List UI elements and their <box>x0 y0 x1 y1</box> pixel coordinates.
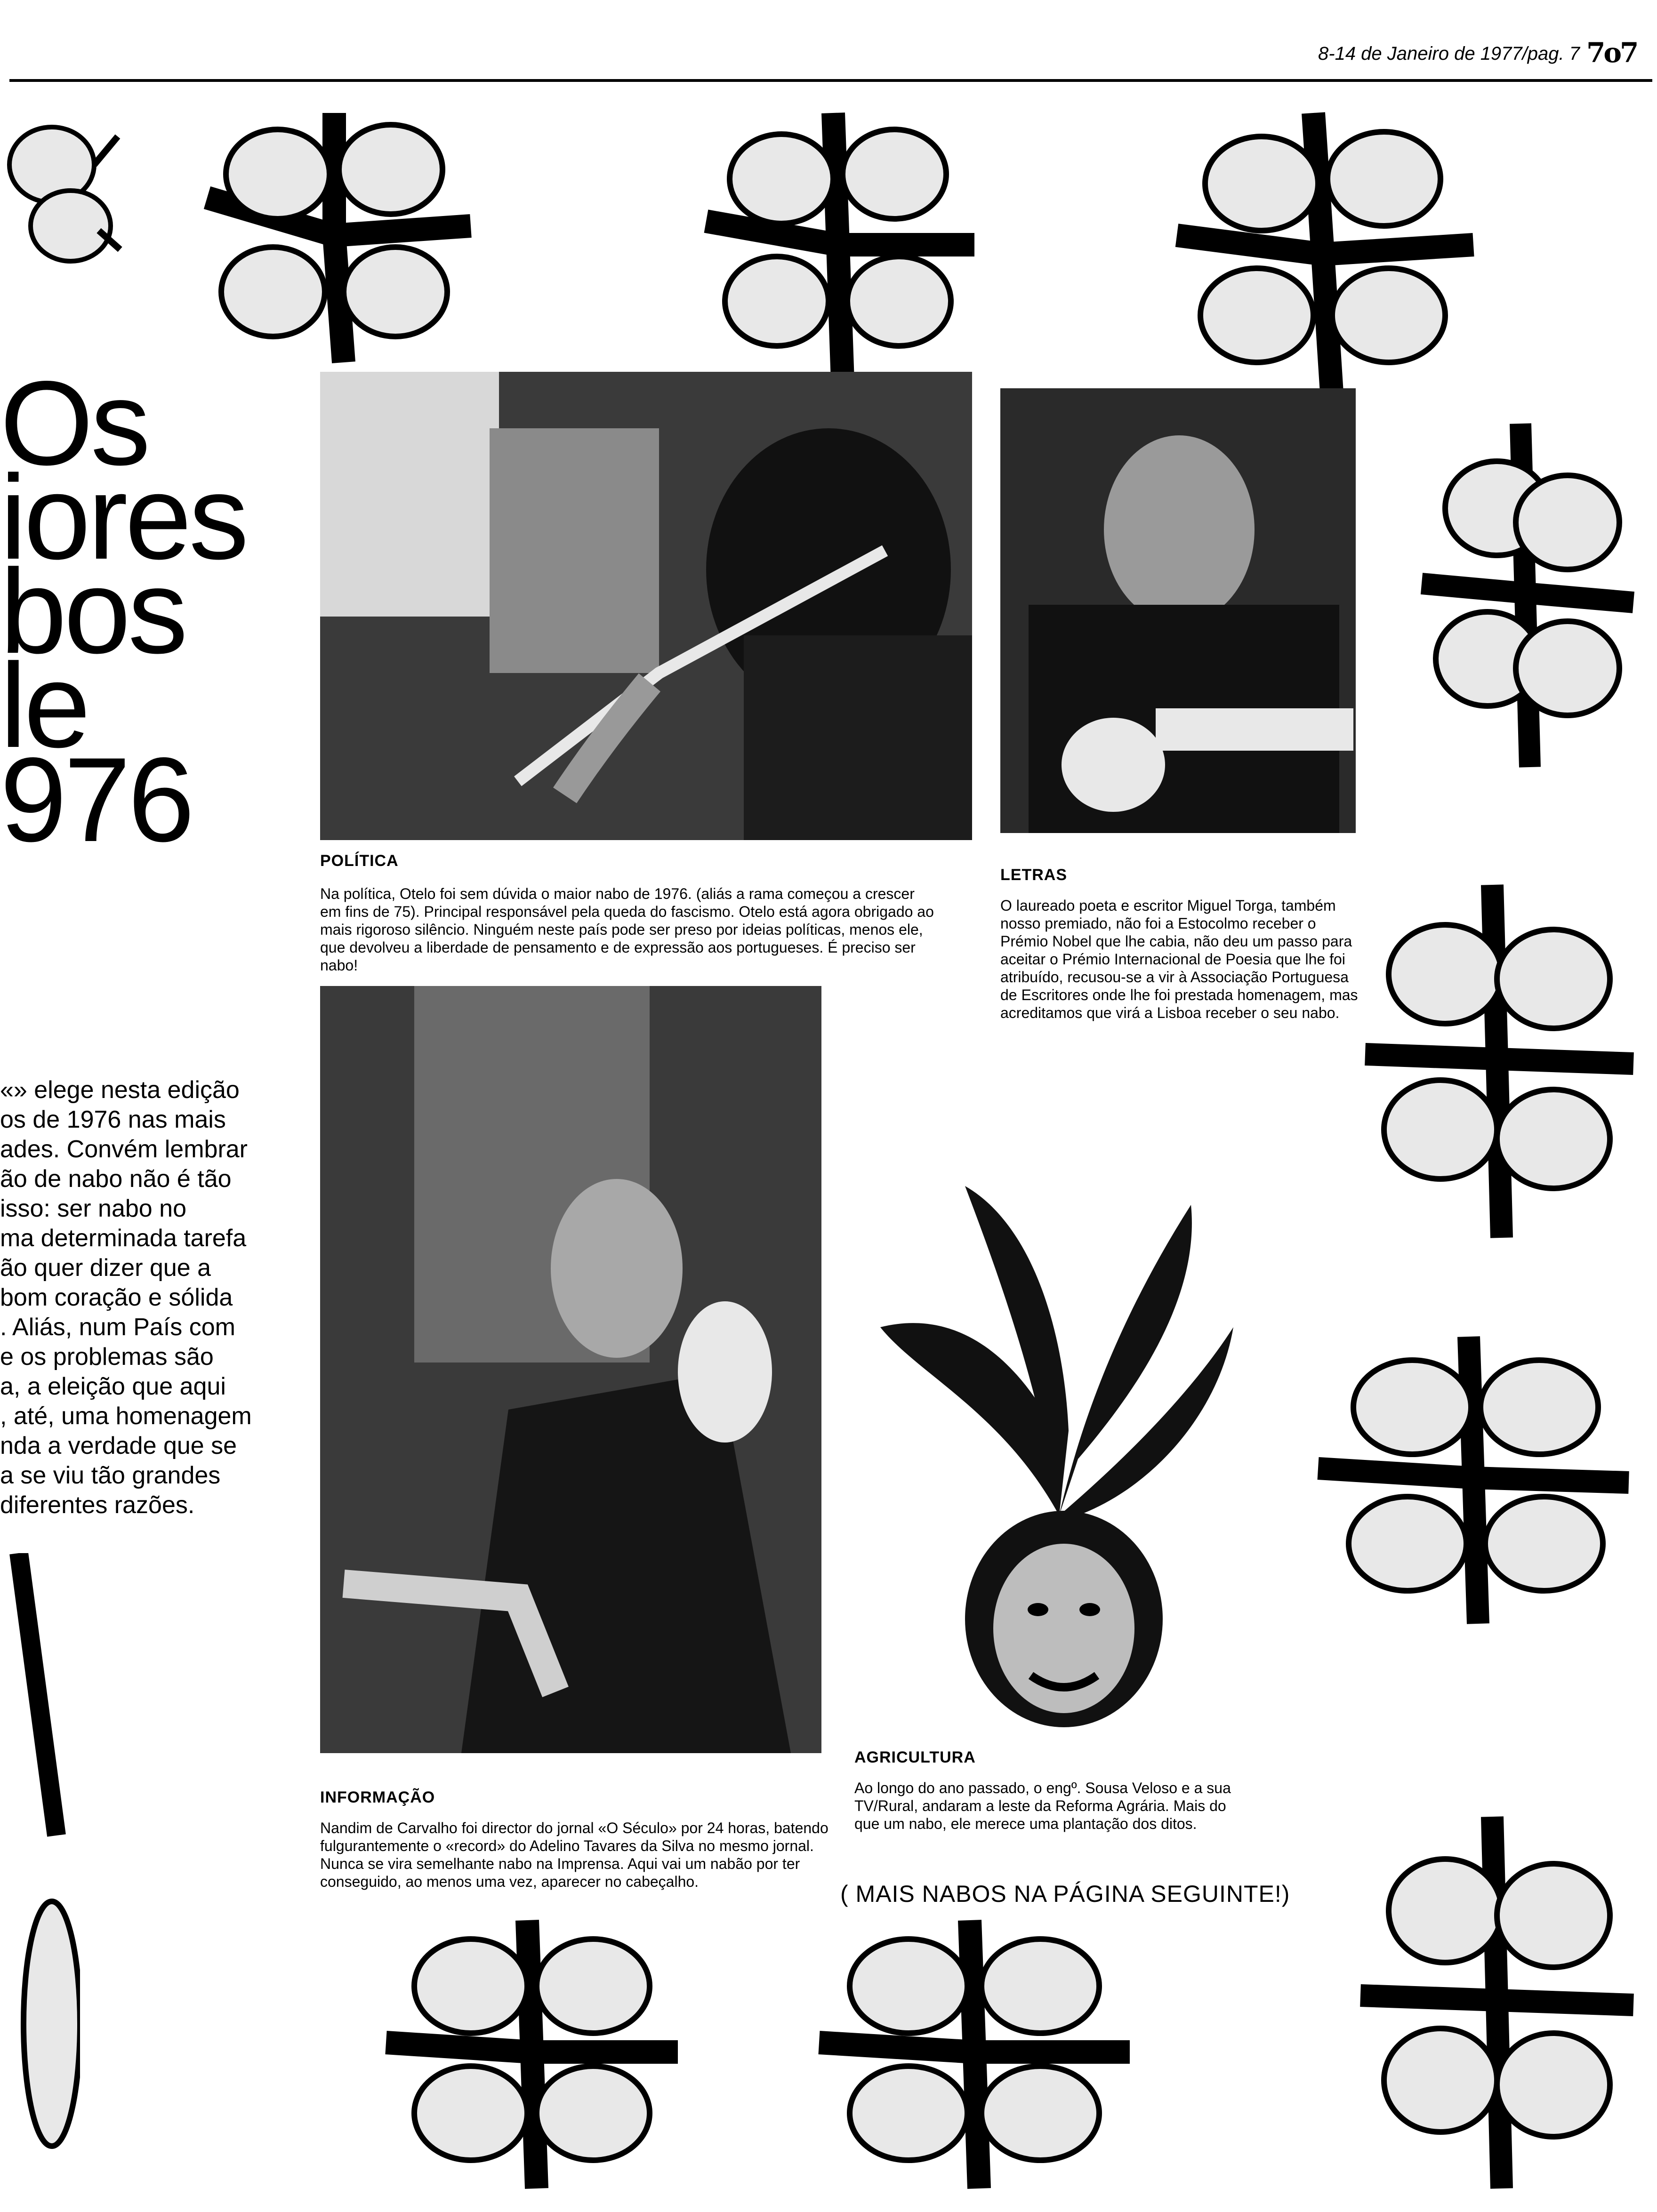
politica-photo <box>320 372 972 840</box>
turnip-cluster-icon <box>1412 414 1638 772</box>
headline <box>0 377 264 847</box>
turnip-cluster-icon <box>692 104 984 386</box>
newspaper-logo: 7o7 <box>1586 37 1637 69</box>
turnip-cluster-icon <box>1351 1807 1643 2193</box>
intro-line: ma determinada tarefa <box>0 1225 247 1252</box>
turnip-cluster-icon <box>377 1911 687 2193</box>
agricultura-caption: Ao longo do ano passado, o engº. Sousa Veloso e a sua TV/Rural, andaram a leste da Reforma Agrária. Mais do que um nabo, ele merece uma plantação dos ditos. <box>854 1779 1231 1832</box>
politica-heading: POLÍTICA <box>320 852 399 870</box>
intro-line: bom coração e sólida <box>0 1284 233 1311</box>
turnip-cluster-icon <box>0 108 122 278</box>
header-rule <box>9 79 1652 82</box>
more-turnips-note: ( MAIS NABOS NA PÁGINA SEGUINTE!) <box>840 1881 1290 1907</box>
turnip-cluster-icon <box>188 104 480 367</box>
headline-line: Os <box>0 377 148 471</box>
intro-line: a, a eleição que aqui <box>0 1373 226 1400</box>
turnip-cluster-icon <box>1356 875 1638 1242</box>
intro-line: ades. Convém lembrar <box>0 1136 248 1163</box>
turnip-cluster-icon <box>1163 104 1483 405</box>
intro-line: a se viu tão grandes <box>0 1462 221 1489</box>
headline-line: iores <box>0 471 246 565</box>
informacao-caption: Nandim de Carvalho foi director do jornal «O Século» por 24 horas, batendo fulgurantemente o «record» do Adelino Tavares da Silva no mesmo jornal. Nunca se vira semelhante nabo na Imprensa. Aqui vai um nabão por ter conseguido, ao menos uma vez, aparecer no cabeçalho. <box>320 1819 828 1890</box>
politica-caption: Na política, Otelo foi sem dúvida o maior nabo de 1976. (aliás a rama começou a crescer em fins de 75). Principal responsável pela queda do fascismo. Otelo está agora obrigado ao mais rigoroso silêncio. Ninguém neste país pode ser preso por ideias políticas, menos ele, que devolveu a liberdade de pensamento e de expressão aos portugueses. É preciso ser nabo! <box>320 885 934 974</box>
turnip-icon <box>0 1553 80 2165</box>
issue-date-page: 8-14 de Janeiro de 1977/pag. 7 <box>1318 43 1580 64</box>
intro-line: e os problemas são <box>0 1343 214 1370</box>
intro-line: isso: ser nabo no <box>0 1195 187 1222</box>
letras-heading: LETRAS <box>1000 866 1067 884</box>
intro-line: os de 1976 nas mais <box>0 1106 226 1133</box>
headline-line: bos <box>0 565 185 659</box>
informacao-photo <box>320 986 821 1753</box>
letras-photo <box>1000 388 1356 833</box>
turnip-cluster-icon <box>810 1911 1139 2193</box>
agricultura-heading: AGRICULTURA <box>854 1748 976 1766</box>
intro-line: «» elege nesta edição <box>0 1076 240 1104</box>
intro-line: ão quer dizer que a <box>0 1254 211 1282</box>
intro-line: , até, uma homenagem <box>0 1403 252 1430</box>
intro-line: diferentes razões. <box>0 1491 195 1519</box>
intro-line: . Aliás, num País com <box>0 1314 235 1341</box>
informacao-heading: INFORMAÇÃO <box>320 1788 435 1806</box>
intro-paragraph <box>0 1075 339 1520</box>
turnip-head-illustration <box>861 1130 1247 1741</box>
headline-line: le <box>0 659 88 753</box>
intro-line: nda a verdade que se <box>0 1432 237 1459</box>
headline-line: 976 <box>0 753 192 847</box>
letras-caption: O laureado poeta e escritor Miguel Torga, também nosso premiado, não foi a Estocolmo receber o Prémio Nobel que lhe cabia, não deu um passo para aceitar o Prémio Internacional de Poesia que lhe foi atribuído, recusou-se a vir à Associação Portuguesa de Escritores onde lhe foi prestada homenagem, mas acreditamos que virá a Lisboa receber o seu nabo. <box>1000 897 1358 1021</box>
intro-line: ão de nabo não é tão <box>0 1165 232 1193</box>
turnip-cluster-icon <box>1309 1327 1638 1628</box>
